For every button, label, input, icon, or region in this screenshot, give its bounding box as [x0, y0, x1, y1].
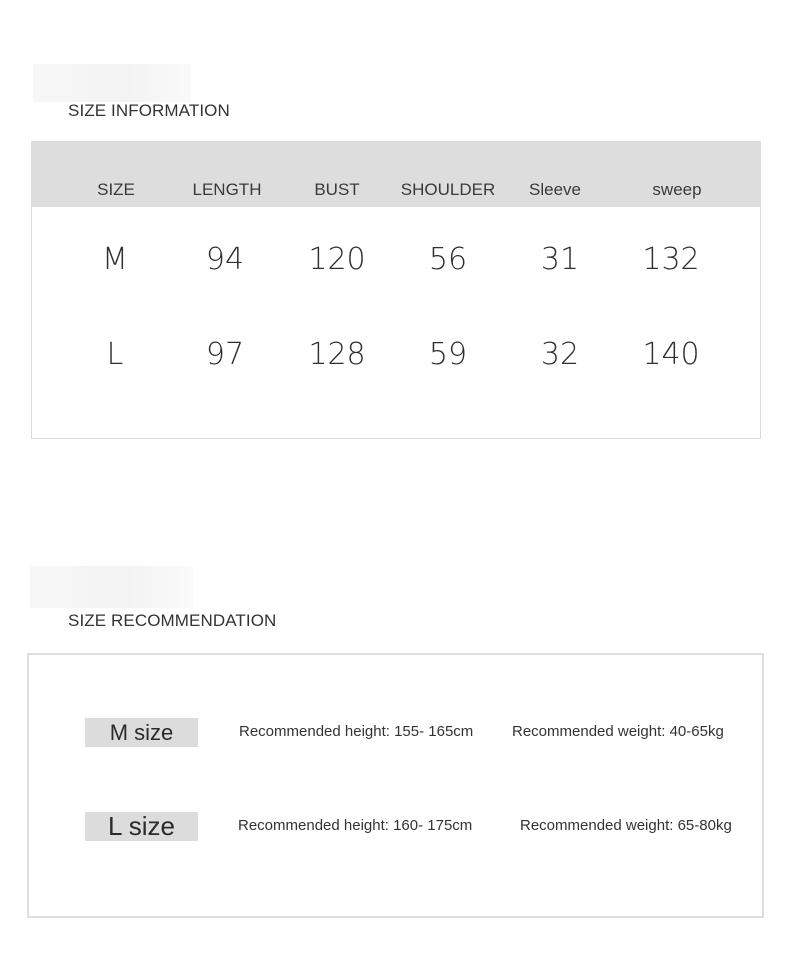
recommended-height-l: Recommended height: 160- 175cm	[238, 817, 473, 834]
column-header-shoulder: SHOULDER	[400, 180, 496, 199]
recommended-weight-l: Recommended weight: 65-80kg	[520, 817, 732, 834]
column-header-bust: BUST	[314, 180, 360, 199]
table-cell-sleeve: 31	[540, 242, 580, 277]
size-tag-l: L size	[85, 812, 198, 841]
section-tab-decoration	[30, 566, 193, 608]
table-cell-length: 97	[205, 337, 245, 372]
table-cell-length: 94	[205, 242, 245, 277]
table-cell-bust: 128	[308, 337, 366, 372]
table-cell-shoulder: 56	[428, 242, 468, 277]
size-information-title: SIZE INFORMATION	[68, 101, 230, 120]
size-table	[31, 141, 761, 439]
size-tag-m: M size	[85, 718, 198, 747]
recommended-height-m: Recommended height: 155- 165cm	[239, 723, 474, 740]
table-cell-size: L	[106, 337, 124, 372]
table-cell-sweep: 132	[642, 242, 700, 277]
column-header-sweep: sweep	[652, 180, 702, 199]
table-cell-sweep: 140	[642, 337, 700, 372]
table-cell-bust: 120	[308, 242, 366, 277]
column-header-length: LENGTH	[192, 180, 262, 199]
column-header-sleeve: Sleeve	[529, 180, 581, 199]
size-recommendation-box	[27, 653, 764, 918]
table-row	[32, 337, 760, 377]
section-tab-decoration	[33, 64, 191, 102]
table-cell-size: M	[102, 242, 128, 277]
column-header-size: SIZE	[97, 180, 135, 199]
table-row	[32, 242, 760, 282]
size-table-header	[32, 142, 760, 207]
table-cell-sleeve: 32	[540, 337, 580, 372]
size-recommendation-title: SIZE RECOMMENDATION	[68, 611, 277, 630]
table-cell-shoulder: 59	[428, 337, 468, 372]
recommended-weight-m: Recommended weight: 40-65kg	[512, 723, 724, 740]
